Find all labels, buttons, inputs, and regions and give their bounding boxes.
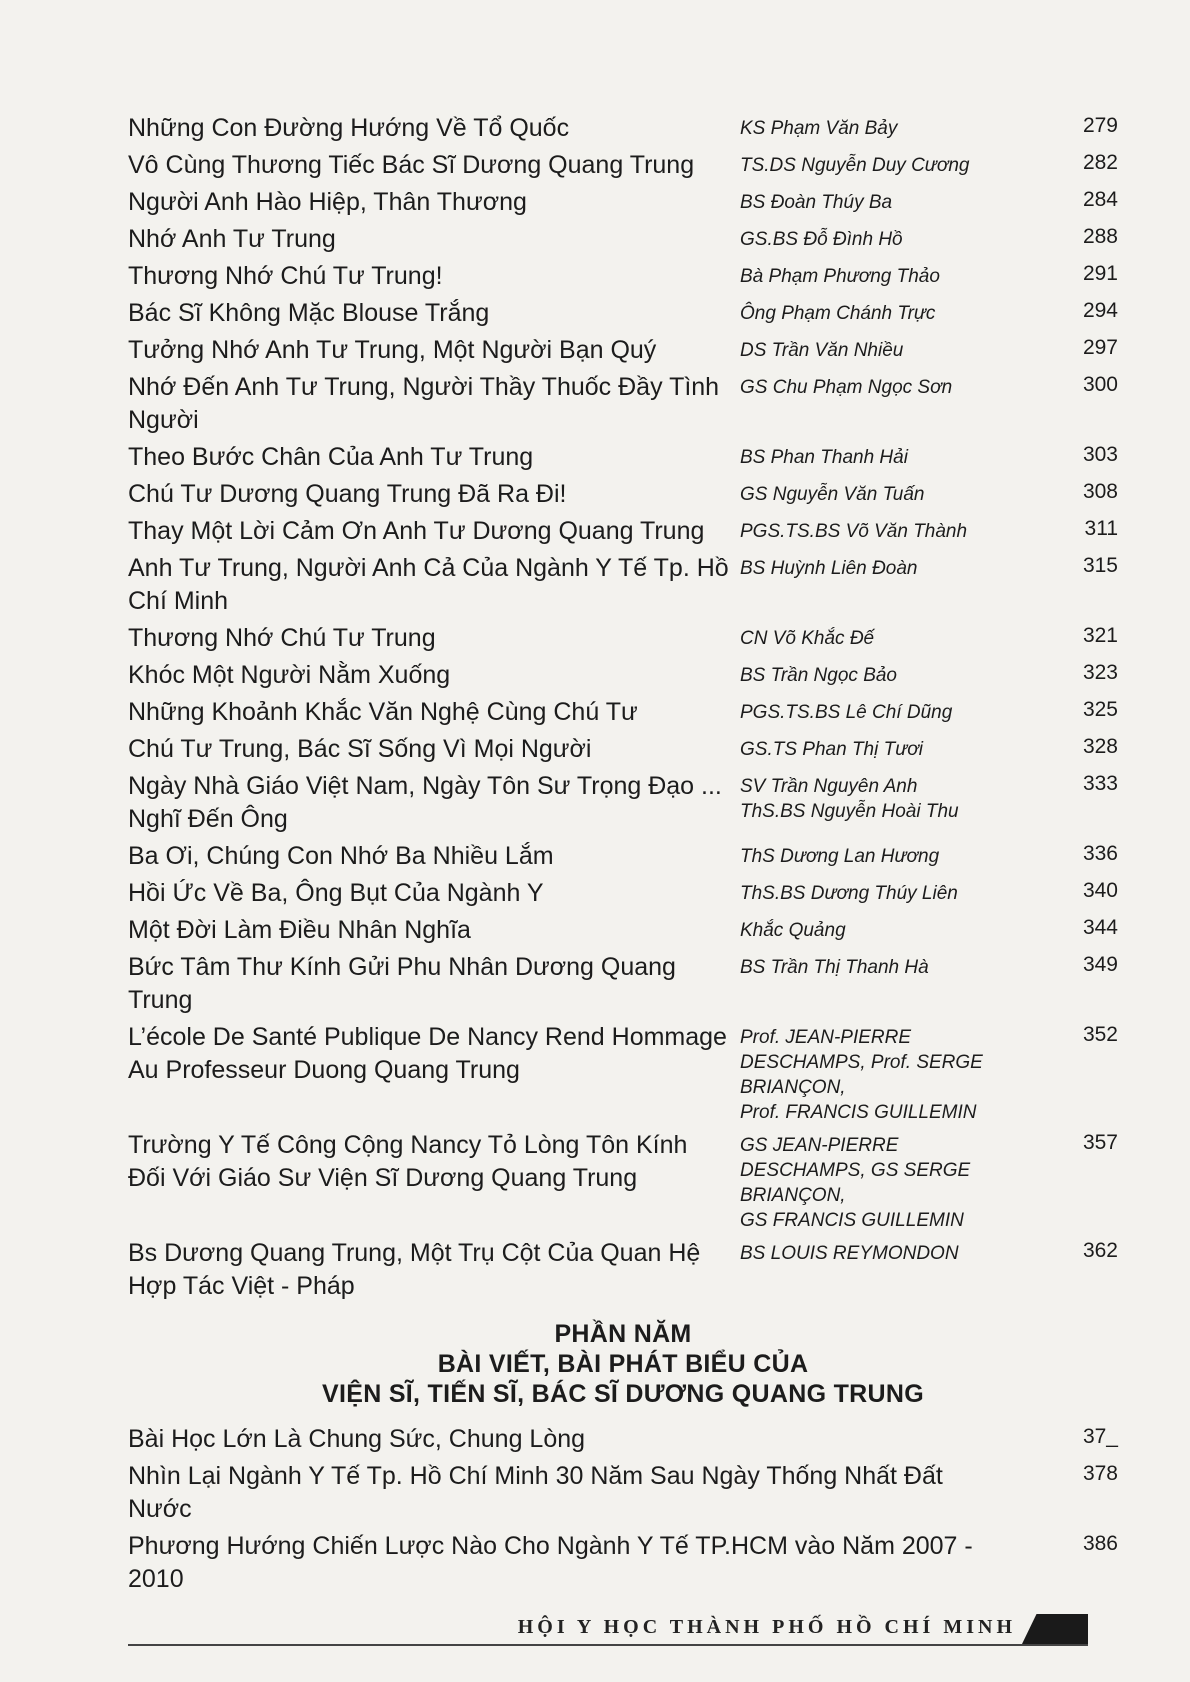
author-line: BRIANÇON, bbox=[740, 1077, 846, 1098]
toc-row bbox=[128, 441, 1118, 474]
entry-page-number: 349 bbox=[1082, 953, 1118, 976]
entry-page-number: 378 bbox=[1082, 1462, 1118, 1485]
footer-text: HỘI Y HỌC THÀNH PHỐ HỒ CHÍ MINH bbox=[517, 1616, 1016, 1638]
entry-page-number: 344 bbox=[1082, 916, 1118, 939]
toc-row bbox=[128, 478, 1118, 511]
entry-page-number: 37_ bbox=[1082, 1425, 1118, 1448]
entry-page-number: 357 bbox=[1082, 1131, 1118, 1154]
entry-title: Nhớ Đến Anh Tư Trung, Người Thầy Thuốc Đầy Tình Người bbox=[128, 373, 720, 434]
entry-title: Nhớ Anh Tư Trung bbox=[128, 225, 336, 253]
entry-page-number: 308 bbox=[1082, 480, 1118, 503]
author-line: SV Trần Nguyên Anh bbox=[740, 776, 918, 797]
entry-title: Người Anh Hào Hiệp, Thân Thương bbox=[128, 188, 527, 216]
entry-title: Phương Hướng Chiến Lược Nào Cho Ngành Y Tế TP.HCM vào Năm 2007 - 2010 bbox=[128, 1532, 973, 1593]
entry-title: Theo Bước Chân Của Anh Tư Trung bbox=[128, 443, 534, 471]
entry-title: Một Đời Làm Điều Nhân Nghĩa bbox=[128, 916, 471, 944]
entry-title: Chú Tư Trung, Bác Sĩ Sống Vì Mọi Người bbox=[128, 735, 592, 763]
entry-title: Ba Ơi, Chúng Con Nhớ Ba Nhiều Lắm bbox=[128, 842, 554, 870]
entry-title: L’école De Santé Publique De Nancy Rend Hommage Au Professeur Duong Quang Trung bbox=[128, 1023, 727, 1084]
entry-title: Ngày Nhà Giáo Việt Nam, Ngày Tôn Sư Trọng Đạo ... Nghĩ Đến Ông bbox=[128, 772, 722, 833]
author-line: PGS.TS.BS Lê Chí Dũng bbox=[740, 702, 953, 723]
entry-page-number: 325 bbox=[1082, 698, 1118, 721]
part-subtitle-1: BÀI VIẾT, BÀI PHÁT BIỂU CỦA bbox=[437, 1350, 809, 1378]
toc-row bbox=[128, 733, 1118, 766]
author-line: GS FRANCIS GUILLEMIN bbox=[740, 1210, 964, 1231]
entry-title: Chú Tư Dương Quang Trung Đã Ra Đi! bbox=[128, 480, 567, 508]
entry-page-number: 333 bbox=[1082, 772, 1118, 795]
author-line: GS Nguyễn Văn Tuấn bbox=[740, 484, 925, 505]
entry-author bbox=[740, 770, 1032, 824]
entry-page-number: 315 bbox=[1082, 554, 1118, 577]
entry-author bbox=[740, 659, 1032, 688]
author-line: Ông Phạm Chánh Trực bbox=[740, 303, 936, 324]
entry-title: Những Khoảnh Khắc Văn Nghệ Cùng Chú Tư bbox=[128, 698, 638, 726]
entry-page-number: 300 bbox=[1082, 373, 1118, 396]
author-line: BS Phan Thanh Hải bbox=[740, 447, 908, 468]
entry-author bbox=[740, 478, 1032, 507]
toc-row bbox=[128, 877, 1118, 910]
entry-page-number: 323 bbox=[1082, 661, 1118, 684]
author-line: GS JEAN-PIERRE bbox=[740, 1135, 899, 1156]
entry-page-number: 279 bbox=[1082, 114, 1118, 137]
entry-page-number: 311 bbox=[1084, 517, 1118, 540]
entry-author bbox=[740, 334, 1032, 363]
entry-author bbox=[740, 186, 1032, 215]
entry-author bbox=[740, 552, 1032, 581]
author-line: DESCHAMPS, Prof. SERGE bbox=[740, 1052, 983, 1073]
author-line: BS Đoàn Thúy Ba bbox=[740, 192, 893, 213]
author-line: CN Võ Khắc Đế bbox=[740, 628, 875, 649]
author-line: BS Huỳnh Liên Đoàn bbox=[740, 558, 918, 579]
entry-title: Trường Y Tế Công Cộng Nancy Tỏ Lòng Tôn Kính Đối Với Giáo Sư Viện Sĩ Dương Quang Trung bbox=[128, 1131, 688, 1192]
entry-author bbox=[740, 260, 1032, 289]
toc-row bbox=[128, 1423, 1118, 1456]
entry-author bbox=[740, 951, 1032, 980]
entry-title: Những Con Đường Hướng Về Tổ Quốc bbox=[128, 114, 570, 142]
author-line: GS.BS Đỗ Đình Hồ bbox=[740, 229, 903, 250]
entry-page-number: 321 bbox=[1082, 624, 1118, 647]
toc-row bbox=[128, 622, 1118, 655]
author-line: ThS.BS Nguyễn Hoài Thu bbox=[740, 801, 959, 822]
author-line: DS Trần Văn Nhiều bbox=[740, 340, 904, 361]
entry-page-number: 294 bbox=[1082, 299, 1118, 322]
entry-title: Bài Học Lớn Là Chung Sức, Chung Lòng bbox=[128, 1425, 586, 1453]
author-line: GS Chu Phạm Ngọc Sơn bbox=[740, 377, 953, 398]
entry-title: Tưởng Nhớ Anh Tư Trung, Một Người Bạn Quý bbox=[128, 336, 657, 364]
toc-row bbox=[128, 840, 1118, 873]
entry-author bbox=[740, 696, 1032, 725]
toc-row bbox=[128, 770, 1118, 836]
entry-page-number: 352 bbox=[1082, 1023, 1118, 1046]
toc-row bbox=[128, 112, 1118, 145]
toc-row bbox=[128, 914, 1118, 947]
toc-row bbox=[128, 371, 1118, 437]
entry-title: Hồi Ức Về Ba, Ông Bụt Của Ngành Y bbox=[128, 879, 544, 907]
entry-page-number: 340 bbox=[1082, 879, 1118, 902]
entry-author bbox=[740, 149, 1032, 178]
entry-title: Thương Nhớ Chú Tư Trung bbox=[128, 624, 436, 652]
toc-row bbox=[128, 1237, 1118, 1303]
toc-row bbox=[128, 1460, 1118, 1526]
author-line: GS.TS Phan Thị Tươi bbox=[740, 739, 923, 760]
author-line: DESCHAMPS, GS SERGE bbox=[740, 1160, 971, 1181]
toc-row bbox=[128, 149, 1118, 182]
author-line: KS Phạm Văn Bảy bbox=[740, 118, 898, 139]
entry-author bbox=[740, 223, 1032, 252]
entry-author bbox=[740, 112, 1032, 141]
entry-page-number: 362 bbox=[1082, 1239, 1118, 1262]
author-line: Bà Phạm Phương Thảo bbox=[740, 266, 940, 287]
entry-author bbox=[740, 1237, 1032, 1266]
toc-row bbox=[128, 1530, 1118, 1596]
toc-row bbox=[128, 186, 1118, 219]
entry-title: Thay Một Lời Cảm Ơn Anh Tư Dương Quang Trung bbox=[128, 517, 705, 545]
toc-row bbox=[128, 696, 1118, 729]
entry-title: Bác Sĩ Không Mặc Blouse Trắng bbox=[128, 299, 490, 327]
entry-author bbox=[740, 515, 1032, 544]
entry-author bbox=[740, 622, 1032, 651]
author-line: ThS.BS Dương Thúy Liên bbox=[740, 883, 958, 904]
entry-page-number: 284 bbox=[1082, 188, 1118, 211]
entry-title: Vô Cùng Thương Tiếc Bác Sĩ Dương Quang Trung bbox=[128, 151, 695, 179]
toc-row bbox=[128, 260, 1118, 293]
entry-page-number: 303 bbox=[1082, 443, 1118, 466]
part-heading bbox=[128, 1319, 1118, 1409]
entry-author bbox=[740, 733, 1032, 762]
entry-title: Bức Tâm Thư Kính Gửi Phu Nhân Dương Quang Trung bbox=[128, 953, 676, 1014]
toc-row bbox=[128, 515, 1118, 548]
entry-author bbox=[740, 914, 1032, 943]
page-number-badge bbox=[1022, 1614, 1088, 1644]
toc-row bbox=[128, 951, 1118, 1017]
entry-author bbox=[740, 840, 1032, 869]
author-line: BS Trần Thị Thanh Hà bbox=[740, 957, 929, 978]
part-toc-entries bbox=[128, 1423, 1118, 1596]
author-line: BS Trần Ngọc Bảo bbox=[740, 665, 898, 686]
author-line: PGS.TS.BS Võ Văn Thành bbox=[740, 521, 968, 542]
entry-page-number: 328 bbox=[1082, 735, 1118, 758]
author-line: ThS Dương Lan Hương bbox=[740, 846, 940, 867]
toc-row bbox=[128, 297, 1118, 330]
entry-title: Nhìn Lại Ngành Y Tế Tp. Hồ Chí Minh 30 Năm Sau Ngày Thống Nhất Đất Nước bbox=[128, 1462, 943, 1523]
entry-title: Anh Tư Trung, Người Anh Cả Của Ngành Y Tế Tp. Hồ Chí Minh bbox=[128, 554, 729, 615]
author-line: BS LOUIS REYMONDON bbox=[740, 1243, 959, 1264]
part-title: PHẦN NĂM bbox=[554, 1320, 692, 1348]
toc-entries bbox=[128, 112, 1118, 1303]
entry-page-number: 386 bbox=[1082, 1532, 1118, 1555]
page-footer bbox=[128, 1612, 1088, 1652]
entry-author bbox=[740, 1129, 1032, 1233]
entry-title: Khóc Một Người Nằm Xuống bbox=[128, 661, 451, 689]
entry-title: Thương Nhớ Chú Tư Trung! bbox=[128, 262, 443, 290]
toc-row bbox=[128, 659, 1118, 692]
entry-author bbox=[740, 441, 1032, 470]
table-of-contents bbox=[128, 112, 1118, 1600]
author-line: Prof. FRANCIS GUILLEMIN bbox=[740, 1102, 977, 1123]
author-line: BRIANÇON, bbox=[740, 1185, 846, 1206]
author-line: TS.DS Nguyễn Duy Cương bbox=[740, 155, 970, 176]
entry-page-number: 288 bbox=[1082, 225, 1118, 248]
entry-author bbox=[740, 371, 1032, 400]
entry-page-number: 336 bbox=[1082, 842, 1118, 865]
author-line: Prof. JEAN-PIERRE bbox=[740, 1027, 912, 1048]
entry-page-number: 291 bbox=[1082, 262, 1118, 285]
toc-row bbox=[128, 334, 1118, 367]
toc-row bbox=[128, 1021, 1118, 1125]
entry-page-number: 282 bbox=[1082, 151, 1118, 174]
entry-author bbox=[740, 1021, 1032, 1125]
entry-author bbox=[740, 297, 1032, 326]
footer-rule bbox=[128, 1644, 1088, 1646]
author-line: Khắc Quảng bbox=[740, 920, 846, 941]
entry-author bbox=[740, 877, 1032, 906]
toc-row bbox=[128, 552, 1118, 618]
toc-row bbox=[128, 1129, 1118, 1233]
entry-page-number: 297 bbox=[1082, 336, 1118, 359]
entry-title: Bs Dương Quang Trung, Một Trụ Cột Của Quan Hệ Hợp Tác Việt - Pháp bbox=[128, 1239, 701, 1300]
part-subtitle-2: VIỆN SĨ, TIẾN SĨ, BÁC SĨ DƯƠNG QUANG TRUNG bbox=[322, 1380, 924, 1408]
toc-row bbox=[128, 223, 1118, 256]
